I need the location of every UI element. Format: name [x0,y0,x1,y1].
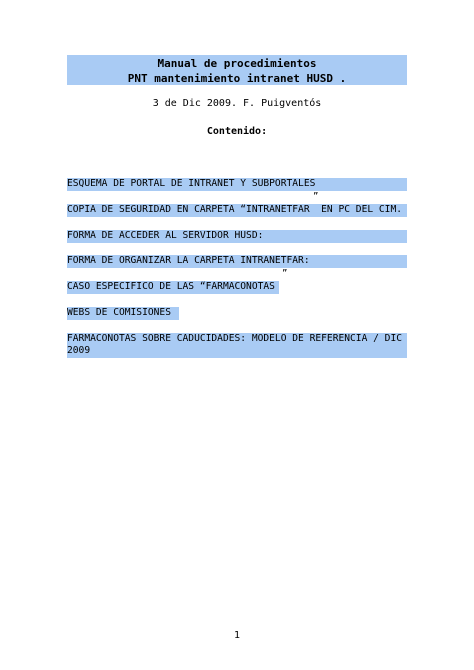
toc-item-copia-seguridad[interactable]: COPIA DE SEGURIDAD EN CARPETA “INTRANETFAR EN PC DEL CIM. [67,204,407,217]
stray-quote-mark: ” [313,192,319,202]
title-line-1: Manual de procedimientos [157,57,317,70]
page-number: 1 [233,630,241,641]
toc-item-acceder-servidor[interactable]: FORMA DE ACCEDER AL SERVIDOR HUSD: [67,230,407,243]
contents-heading: Contenido: [206,126,268,137]
date-author: 3 de Dic 2009. F. Puigventós [152,98,322,109]
toc-item-webs-comisiones[interactable]: WEBS DE COMISIONES [67,307,179,320]
stray-quote-mark: ” [282,269,288,279]
title-line-2: PNT mantenimiento intranet HUSD . [127,72,347,85]
toc-item-caducidades[interactable]: FARMACONOTAS SOBRE CADUCIDADES: MODELO DE REFERENCIA / DIC 2009 [67,333,408,356]
toc-item-organizar-carpeta[interactable]: FORMA DE ORGANIZAR LA CARPETA INTRANETFAR: [67,255,407,268]
toc-item-esquema[interactable]: ESQUEMA DE PORTAL DE INTRANET Y SUBPORTALES [67,178,407,191]
toc-item-farmaconotas[interactable]: CASO ESPECIFICO DE LAS “FARMACONOTAS [67,281,279,294]
title-block [67,55,407,85]
